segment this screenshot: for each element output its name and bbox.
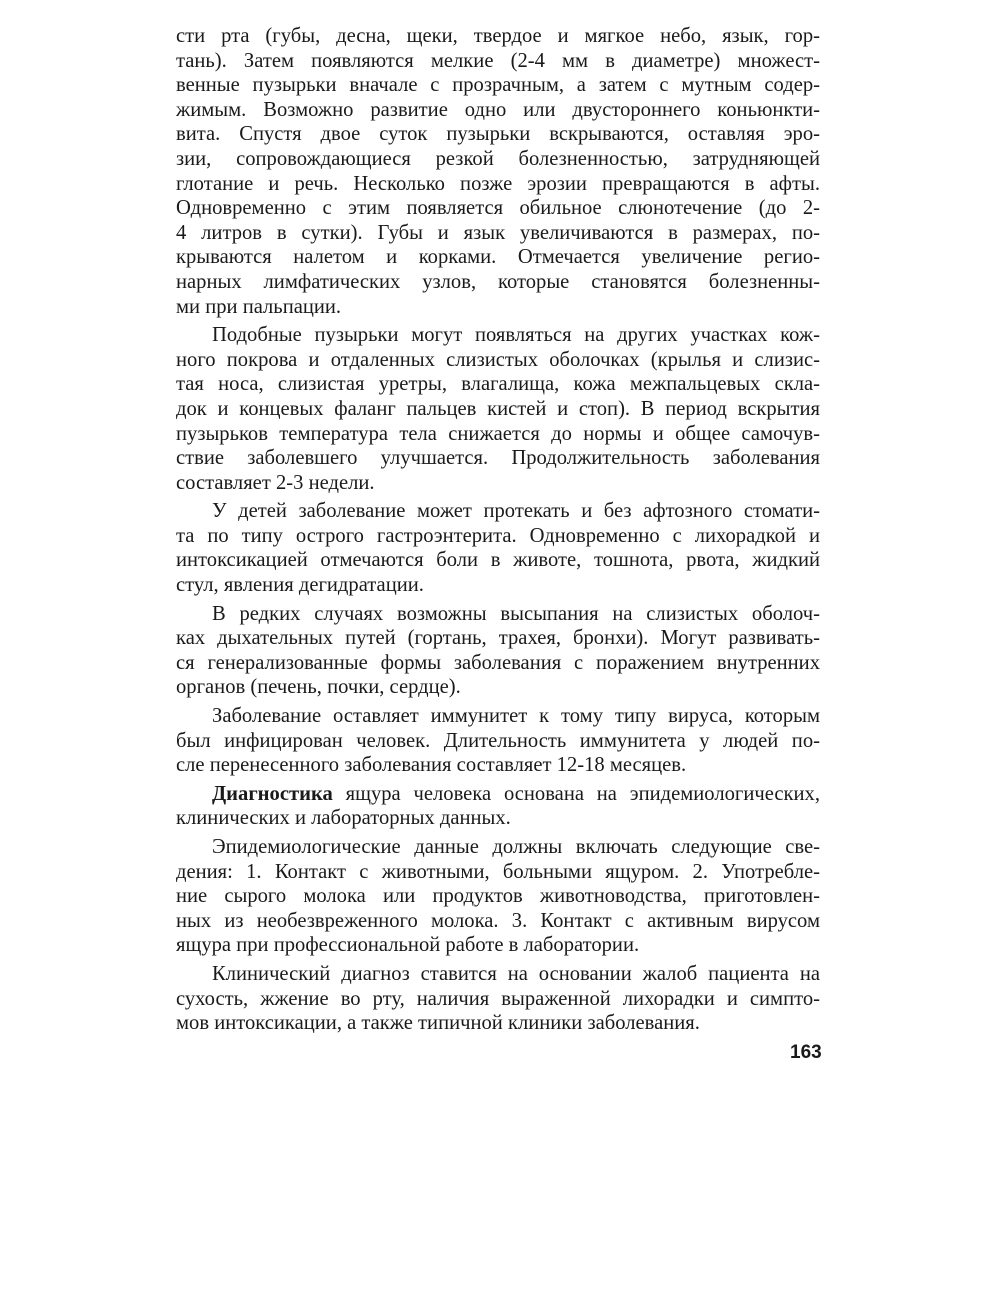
- text-line: та по типу острого гастроэнтерита. Одновременно с лихорадкой и: [176, 524, 820, 547]
- text-line: Эпидемиологические данные должны включать следующие све-: [212, 836, 820, 858]
- text-line: составляет 2-3 недели.: [176, 471, 375, 494]
- paragraph-4: [176, 602, 820, 700]
- text-line: зии, сопровождающиеся резкой болезненностью, затрудняющей: [176, 147, 820, 170]
- paragraph-3: [176, 499, 820, 597]
- text-line: тая носа, слизистая уретры, влагалища, кожа межпальцевых скла-: [176, 373, 820, 396]
- text-line: ках дыхательных путей (гортань, трахея, бронхи). Могут развивать-: [176, 627, 820, 650]
- paragraph-7: [176, 835, 820, 958]
- text-line: ных из необезвреженного молока. 3. Контакт с активным вирусом: [176, 909, 820, 932]
- text-line: ми при пальпации.: [176, 295, 342, 318]
- text-line: ствие заболевшего улучшается. Продолжительность заболевания: [176, 447, 820, 470]
- text-line: [176, 782, 820, 807]
- text-line: органов (печень, почки, сердце).: [176, 676, 461, 699]
- text-line: клинических и лабораторных данных.: [176, 807, 511, 830]
- page-body: [176, 24, 820, 1040]
- paragraph-8: [176, 962, 820, 1036]
- text-line: Подобные пузырьки могут появляться на других участках кож-: [212, 324, 820, 347]
- text-line: интоксикацией отмечаются боли в животе, тошнота, рвота, жидкий: [176, 549, 820, 572]
- text-line: ящура при профессиональной работе в лаборатории.: [176, 934, 640, 957]
- text-line: Одновременно с этим появляется обильное слюнотечение (до 2-: [176, 197, 820, 220]
- text-line: ся генерализованные формы заболевания с поражением внутренних: [176, 651, 820, 674]
- text-line: глотание и речь. Несколько позже эрозии превращаются в афты.: [176, 172, 820, 195]
- text-line: крываются налетом и корками. Отмечается увеличение регио-: [176, 246, 820, 269]
- text-line: дения: 1. Контакт с животными, больными ящуром. 2. Употребле-: [176, 860, 820, 883]
- text-line: В редких случаях возможны высыпания на слизистых оболоч-: [212, 602, 820, 625]
- text-line: Клинический диагноз ставится на основании жалоб пациента на: [212, 962, 820, 985]
- text-line: мов интоксикации, а также типичной клиники заболевания.: [176, 1012, 700, 1035]
- paragraph-6: [176, 782, 820, 831]
- text-line: сти рта (губы, десна, щеки, твердое и мягкое небо, язык, гор-: [176, 25, 820, 47]
- text-line: пузырьков температура тела снижается до нормы и общее самочув-: [176, 422, 820, 445]
- text-line: сле перенесенного заболевания составляет 12-18 месяцев.: [176, 754, 687, 777]
- text-line: ного покрова и отдаленных слизистых оболочках (крылья и слизис-: [176, 348, 820, 371]
- paragraph-1: [176, 24, 820, 319]
- text-line: вита. Спустя двое суток пузырьки вскрываются, оставляя эро-: [176, 123, 820, 146]
- page-number: 163: [790, 1042, 822, 1063]
- text-line: У детей заболевание может протекать и без афтозного стомати-: [212, 500, 820, 523]
- text-line: был инфицирован человек. Длительность иммунитета у людей по-: [176, 729, 820, 752]
- text-line: Заболевание оставляет иммунитет к тому типу вируса, которым: [212, 705, 820, 728]
- text-line: нарных лимфатических узлов, которые становятся болезненны-: [176, 270, 820, 293]
- paragraph-2: [176, 323, 820, 495]
- bold-term: Диагностика: [212, 782, 333, 805]
- text-line: ние сырого молока или продуктов животноводства, приготовлен-: [176, 885, 820, 908]
- text-line: тань). Затем появляются мелкие (2-4 мм в диаметре) множест-: [176, 49, 820, 72]
- text-line: венные пузырьки вначале с прозрачным, а затем с мутным содер-: [176, 74, 820, 97]
- text-line: 4 литров в сутки). Губы и язык увеличиваются в размерах, по-: [176, 221, 820, 244]
- text-fragment: ящура человека основана на эпидемиологических,: [332, 782, 820, 805]
- text-line: сухость, жжение во рту, наличия выраженной лихорадки и симпто-: [176, 987, 820, 1010]
- paragraph-5: [176, 704, 820, 778]
- text-line: стул, явления дегидратации.: [176, 574, 424, 597]
- text-line: жимым. Возможно развитие одно или двустороннего коньюнкти-: [176, 98, 820, 121]
- text-line: док и концевых фаланг пальцев кистей и стоп). В период вскрытия: [176, 397, 820, 420]
